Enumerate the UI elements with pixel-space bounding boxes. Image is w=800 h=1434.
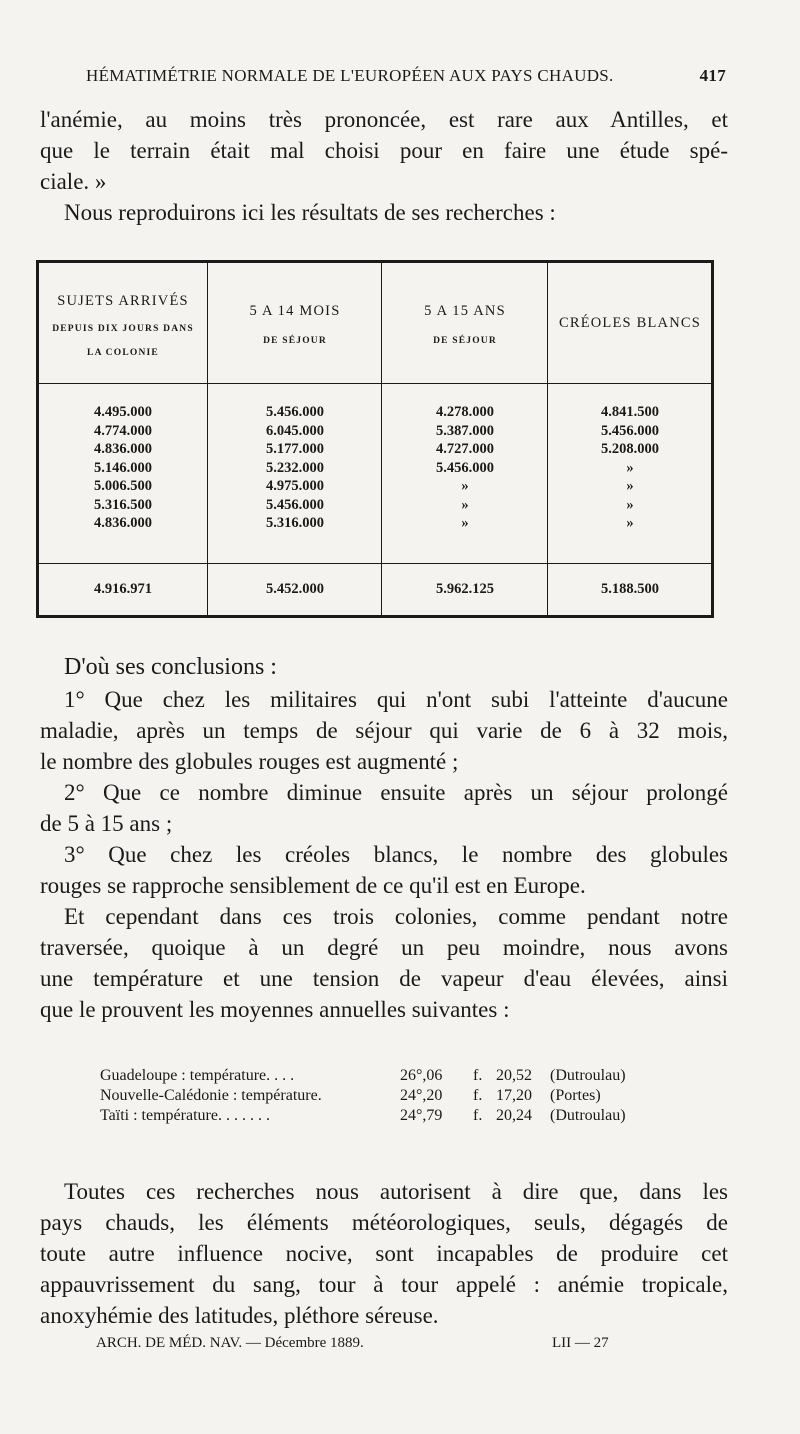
table-cell: » [626,496,634,513]
climate-vapor: 17,20 [496,1087,532,1104]
total-cell: 4.916.971 [94,581,152,597]
table-cell: 4.727.000 [436,441,494,457]
table-cell: » [461,478,469,494]
table-cell: » [626,515,634,531]
table-cell: 5.208.000 [601,441,659,457]
text-line: 3° Que chez les créoles blancs, le nombre des globules [64,842,728,867]
climate-source: (Portes) [550,1087,601,1104]
climate-place: Taïti : température. . . . . . . [100,1107,270,1124]
total-cell: 5.452.000 [266,581,324,597]
text-line: Toutes ces recherches nous autorisent à dire que, dans les [64,1179,728,1204]
climate-row [100,1106,680,1126]
table-cell: 5.387.000 [436,422,494,439]
text-line: une température et une tension de vapeur d'eau élevées, ainsi [40,966,728,991]
table-cell: 5.232.000 [266,459,324,476]
table-cell: 4.841.500 [601,404,659,420]
table-cell: 5.456.000 [601,422,659,439]
total-cell: 5.188.500 [601,581,659,597]
header-5-15-years [383,303,547,346]
text-line: le nombre des globules rouges est augmenté ; [40,749,459,774]
climate-temperature: 24°,79 [400,1107,443,1124]
total-cell: 5.962.125 [436,581,494,597]
text-line: appauvrissement du sang, tour à tour appelé : anémie tropicale, [40,1272,728,1297]
table-cell: 5.316.000 [266,515,324,531]
text-line: rouges se rapproche sensiblement de ce qu'il est en Europe. [40,873,586,898]
text-line: Nous reproduirons ici les résultats de ses recherches : [64,200,556,225]
text-line: traversée, quoique à un degré un peu moindre, nous avons [40,935,728,960]
total-divider [39,563,711,564]
header-arrivals [39,293,207,358]
header-label: 5 A 15 ANS [424,303,506,319]
page-number: 417 [699,66,726,85]
climate-source: (Dutroulau) [550,1107,626,1124]
table-cell: 5.146.000 [94,459,152,476]
text-line: Et cependant dans ces trois colonies, comme pendant notre [64,904,728,929]
table-cell: 4.975.000 [266,478,324,494]
running-head-title: HÉMATIMÉTRIE NORMALE DE L'EUROPÉEN AUX PAYS CHAUDS. [86,66,614,85]
table-cell: 5.316.500 [94,496,152,513]
closing-paragraph [40,1176,728,1331]
conclusions-heading-block [64,652,728,683]
header-sublabel: DEPUIS DIX JOURS DANS [52,324,194,334]
table-cell: 4.278.000 [436,404,494,420]
text-line: que le prouvent les moyennes annuelles suivantes : [40,997,510,1022]
climate-row [100,1086,680,1106]
header-divider [39,383,711,384]
intro-paragraph [40,104,728,228]
table-cell: » [626,478,634,494]
table-cell: 5.006.500 [94,478,152,494]
results-table [36,260,714,618]
table-cell: 5.177.000 [266,441,324,457]
climate-f: f. [473,1087,483,1104]
column-5-15-years [383,403,547,533]
text-line: l'anémie, au moins très prononcée, est rare aux Antilles, et [40,107,728,132]
text-line: que le terrain était mal choisi pour en faire une étude spé- [40,138,728,163]
climate-place: Guadeloupe : température. . . . [100,1067,295,1084]
column-creoles [549,403,711,533]
column-arrivals [39,403,207,533]
text-line: anoxyhémie des latitudes, pléthore séreuse. [40,1303,439,1328]
text-line: 1° Que chez les militaires qui n'ont subi l'atteinte d'aucune [64,687,728,712]
climate-vapor: 20,52 [496,1067,532,1084]
climate-vapor: 20,24 [496,1107,532,1124]
text-line: 2° Que ce nombre diminue ensuite après un séjour prolongé [64,780,728,805]
footer-signature: LII — 27 [552,1335,609,1351]
header-label: CRÉOLES BLANCS [558,315,702,331]
section-heading: D'où ses conclusions : [64,654,277,680]
table-cell: 4.495.000 [94,404,152,420]
table-cell: 5.456.000 [266,496,324,513]
header-label: 5 A 14 MOIS [249,303,341,319]
table-cell: 6.045.000 [266,422,324,439]
table-cell: 4.836.000 [94,515,152,531]
climate-table [100,1066,680,1126]
header-5-14-months [209,303,381,346]
table-cell: » [461,515,469,531]
text-line: ciale. » [40,169,107,194]
table-cell: 5.456.000 [266,404,324,420]
column-5-14-months [209,403,381,533]
header-sublabel: DE SÉJOUR [263,336,327,346]
footer-journal: ARCH. DE MÉD. NAV. — Décembre 1889. [96,1335,364,1351]
text-line: de 5 à 15 ans ; [40,811,173,836]
climate-f: f. [473,1107,483,1124]
header-creoles [549,315,711,332]
table-cell: 4.774.000 [94,422,152,439]
conclusions-paragraph [40,684,728,1025]
text-line: pays chauds, les éléments météorologiques, seuls, dégagés de [40,1210,728,1235]
climate-temperature: 24°,20 [400,1087,443,1104]
climate-temperature: 26°,06 [400,1067,443,1084]
climate-row [100,1066,680,1086]
table-cell: » [626,459,634,476]
climate-place: Nouvelle-Calédonie : température. [100,1087,322,1104]
header-label: SUJETS ARRIVÉS [57,293,189,309]
header-sublabel: DE SÉJOUR [433,336,497,346]
table-cell: » [461,496,469,513]
text-line: toute autre influence nocive, sont incapables de produire cet [40,1241,728,1266]
header-sublabel: LA COLONIE [87,348,159,358]
climate-f: f. [473,1067,483,1084]
table-cell: 5.456.000 [436,459,494,476]
table-cell: 4.836.000 [94,441,152,457]
text-line: maladie, après un temps de séjour qui varie de 6 à 32 mois, [40,718,728,743]
climate-source: (Dutroulau) [550,1067,626,1084]
